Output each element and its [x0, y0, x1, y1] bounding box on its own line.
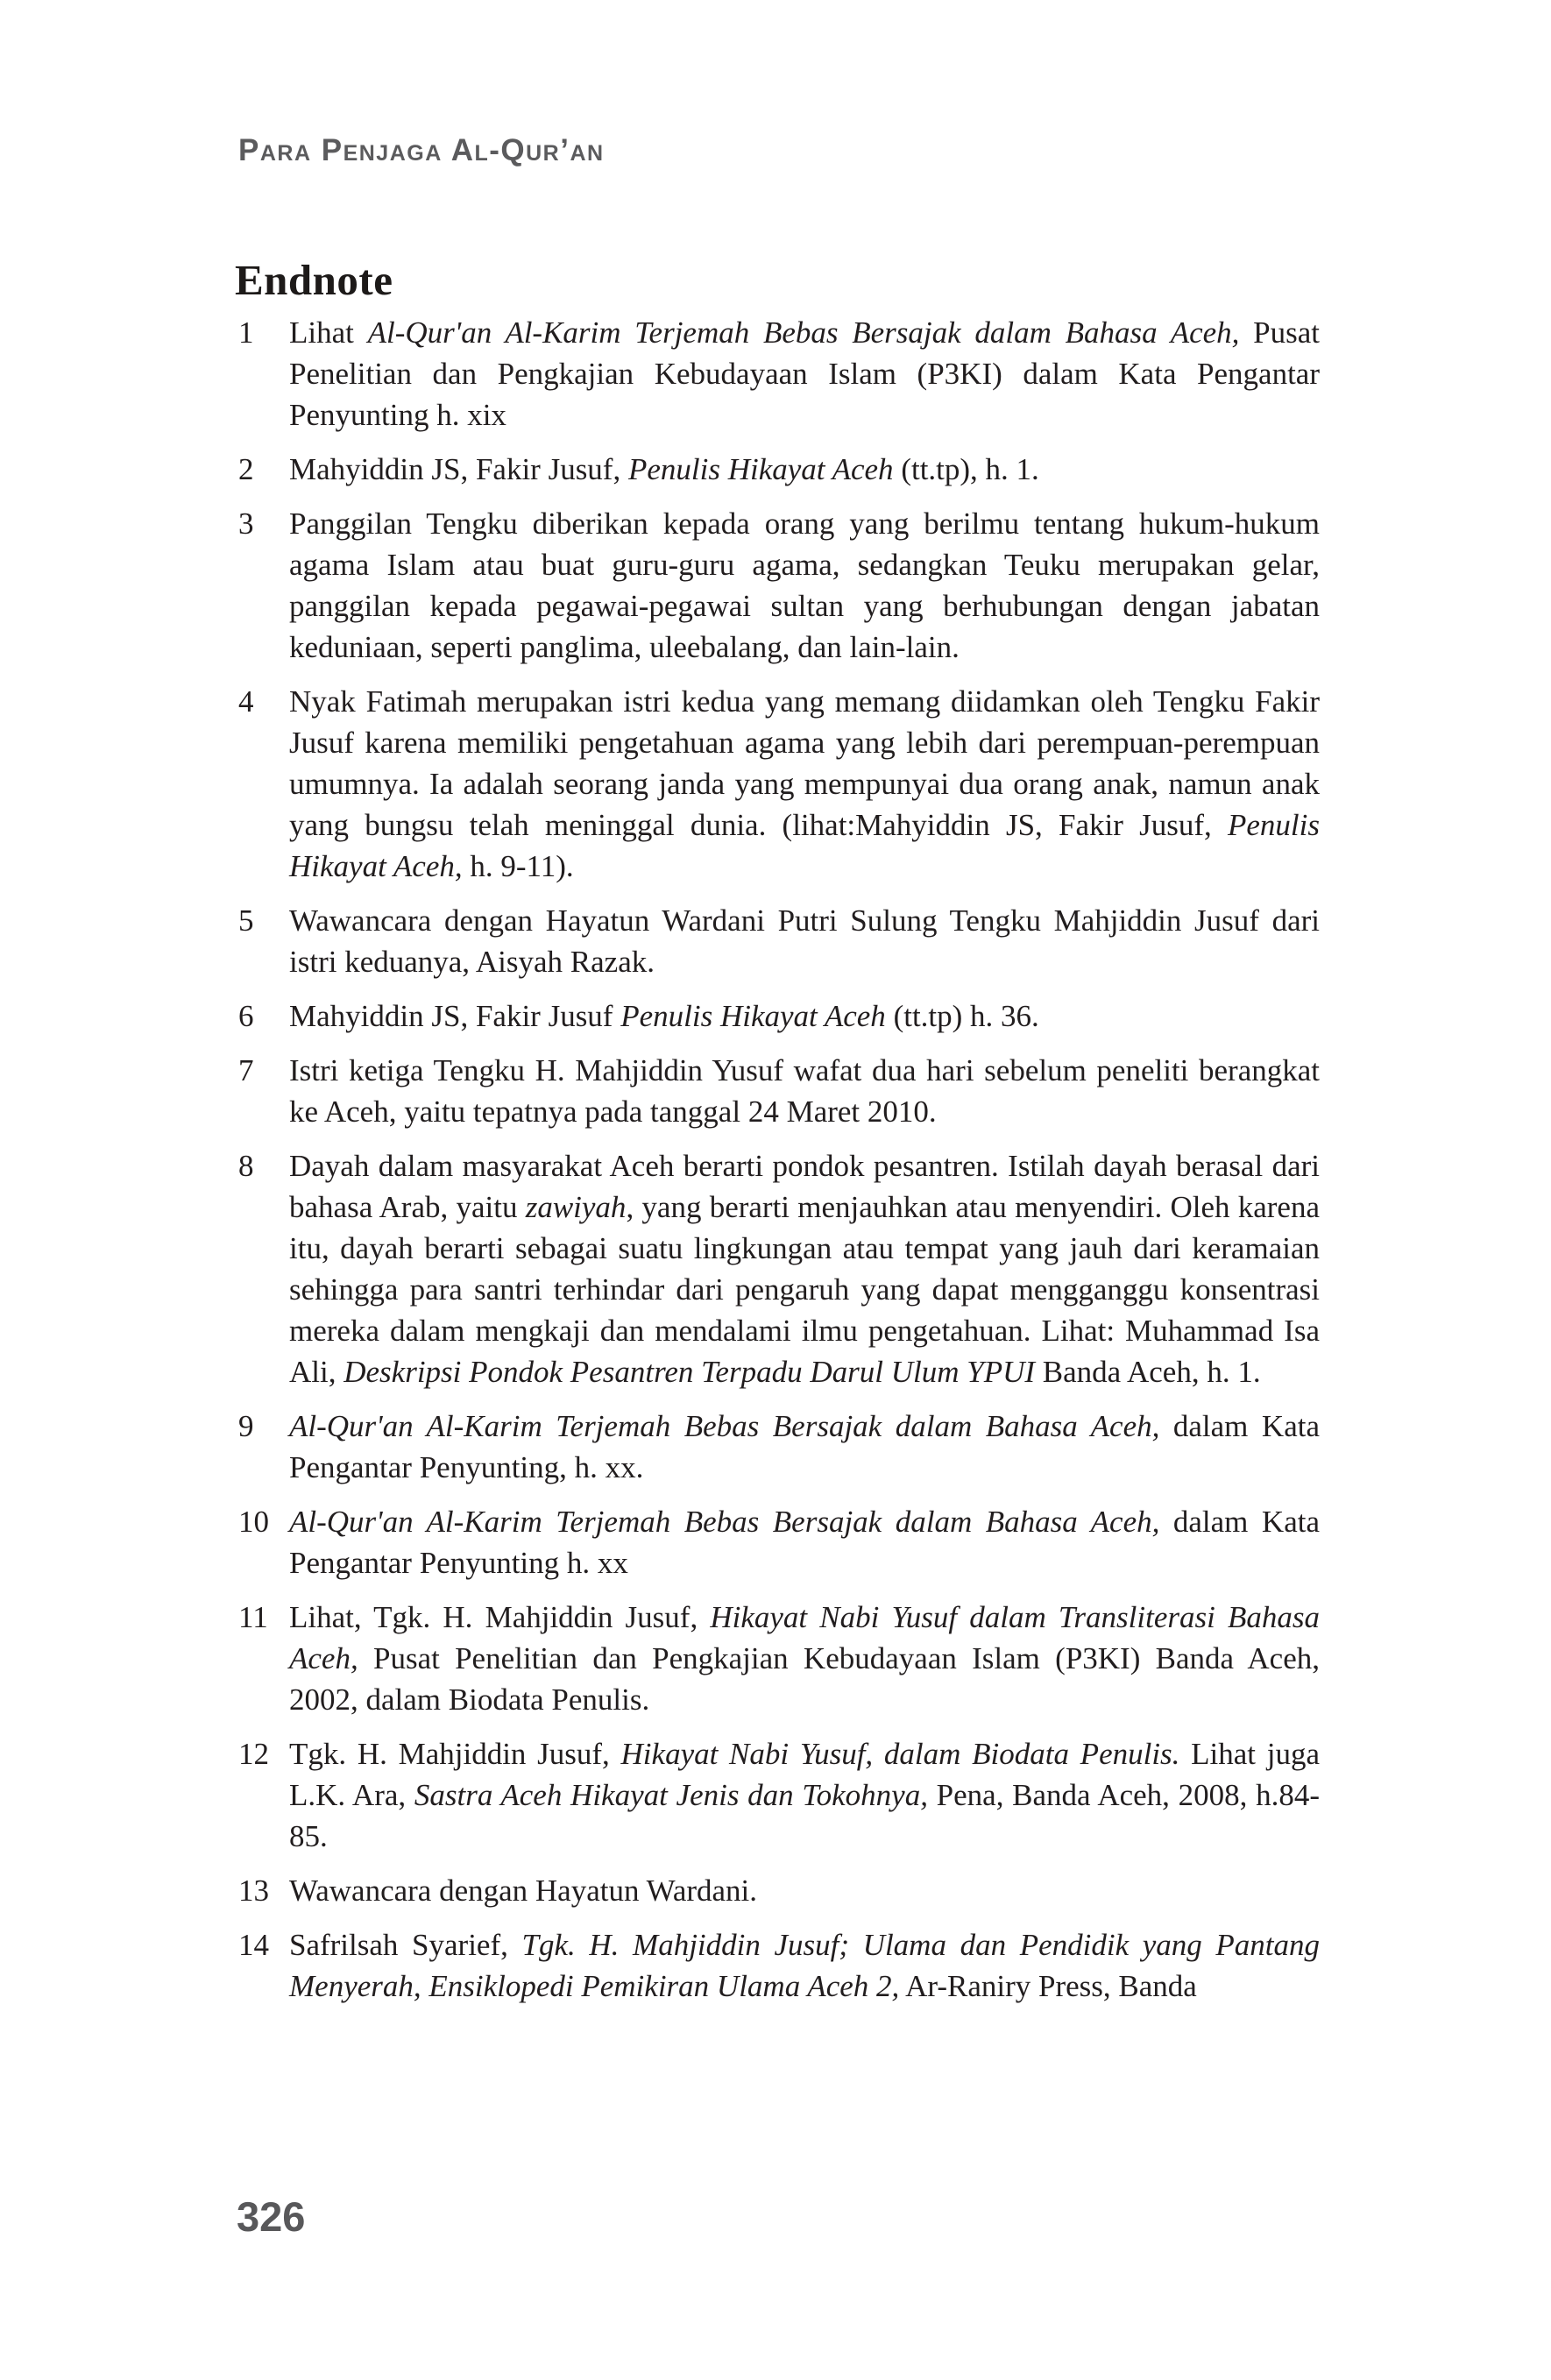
endnote-number: 7: [238, 1053, 254, 1087]
endnote-number: 2: [238, 452, 254, 486]
endnote-italic-segment: Penulis Hikayat Aceh,: [289, 808, 1320, 883]
endnote-text: [289, 312, 1320, 436]
endnote-italic-segment: zawiyah: [525, 1190, 627, 1224]
endnote-item: [238, 1145, 1320, 1392]
endnote-segment: h. 9-11).: [462, 849, 574, 883]
endnote-number: 5: [238, 903, 254, 938]
endnote-segment: Istri ketiga Tengku H. Mahjiddin Yusuf wafat dua hari sebelum peneliti berangkat ke Aceh, yaitu tepatnya pada tanggal 24 Maret 2010.: [289, 1053, 1320, 1129]
endnote-italic-segment: Deskripsi Pondok Pesantren Terpadu Darul Ulum YPUI: [343, 1355, 1035, 1389]
endnote-segment: Panggilan Tengku diberikan kepada orang yang berilmu tentang hukum-hukum agama Islam atau buat guru-guru agama, sedangkan Teuku merupakan gelar, panggilan kepada pegawai-pegawai sultan yang berhubungan dengan jabatan keduniaan, seperti panglima, uleebalang, dan lain-lain.: [289, 506, 1320, 664]
endnote-number: 13: [238, 1874, 269, 1908]
endnote-text: [289, 1924, 1320, 2007]
endnote-text: [289, 1145, 1320, 1392]
endnote-text: [289, 1406, 1320, 1488]
endnote-number: 14: [238, 1928, 269, 1962]
endnote-item: [238, 1733, 1320, 1857]
endnote-number: 11: [238, 1600, 268, 1634]
section-title: Endnote: [235, 255, 393, 304]
endnote-segment: Ar-Raniry Press, Banda: [899, 1969, 1197, 2003]
page-number: 326: [237, 2193, 306, 2240]
endnote-text: [289, 449, 1320, 490]
endnote-segment: Mahyiddin JS, Fakir Jusuf,: [289, 452, 628, 486]
endnote-text: [289, 900, 1320, 982]
endnote-segment: Banda Aceh, h. 1.: [1035, 1355, 1261, 1389]
endnote-number: 12: [238, 1737, 269, 1771]
endnote-italic-segment: Al-Qur'an Al-Karim Terjemah Bebas Bersajak dalam Bahasa Aceh,: [289, 1409, 1160, 1443]
endnote-segment: Wawancara dengan Hayatun Wardani.: [289, 1874, 758, 1908]
endnote-item: [238, 995, 1320, 1037]
endnote-number: 9: [238, 1409, 254, 1443]
endnote-item: [238, 900, 1320, 982]
endnote-text: [289, 1597, 1320, 1720]
endnote-segment: dalam Kata Pengantar Penyunting h. xx: [289, 1505, 1320, 1580]
endnote-segment: Tgk. H. Mahjiddin Jusuf,: [289, 1737, 621, 1771]
endnote-segment: (tt.tp), h. 1.: [893, 452, 1039, 486]
endnote-number: 1: [238, 315, 254, 350]
endnote-segment: Dayah dalam masyarakat Aceh berarti pondok pesantren. Istilah dayah berasal dari bahasa Arab, yaitu: [289, 1149, 1320, 1224]
endnote-list: [238, 312, 1320, 2020]
endnote-segment: (tt.tp) h. 36.: [885, 999, 1039, 1033]
endnote-item: [238, 1870, 1320, 1911]
endnote-italic-segment: Hikayat Nabi Yusuf dalam Transliterasi Bahasa Aceh,: [289, 1600, 1320, 1675]
endnote-italic-segment: Penulis Hikayat Aceh: [620, 999, 886, 1033]
endnote-text: [289, 995, 1320, 1037]
endnote-number: 4: [238, 684, 254, 719]
endnote-text: [289, 1870, 1320, 1911]
endnote-segment: Mahyiddin JS, Fakir Jusuf: [289, 999, 621, 1033]
endnote-italic-segment: Al-Qur'an Al-Karim Terjemah Bebas Bersajak dalam Bahasa Aceh,: [367, 315, 1240, 350]
endnote-segment: , yang berarti menjauhkan atau menyendiri. Oleh karena itu, dayah berarti sebagai suatu lingkungan atau tempat yang jauh dari keramaian sehingga para santri terhindar dari pengaruh yang dapat mengganggu konsentrasi mereka dalam mengkaji dan mendalami ilmu pengetahuan. Lihat: Muhammad Isa Ali,: [289, 1190, 1320, 1389]
endnote-item: [238, 1597, 1320, 1720]
running-header: Para Penjaga Al-Qur’an: [238, 133, 605, 167]
endnote-italic-segment: Al-Qur'an Al-Karim Terjemah Bebas Bersajak dalam Bahasa Aceh,: [289, 1505, 1160, 1539]
endnote-number: 8: [238, 1149, 254, 1183]
endnote-text: [289, 1050, 1320, 1132]
endnote-italic-segment: Hikayat Nabi Yusuf, dalam Biodata Penulis.: [620, 1737, 1180, 1771]
endnote-text: [289, 681, 1320, 887]
endnote-italic-segment: Sastra Aceh Hikayat Jenis dan Tokohnya,: [414, 1778, 928, 1812]
endnote-segment: Wawancara dengan Hayatun Wardani Putri Sulung Tengku Mahjiddin Jusuf dari istri keduanya, Aisyah Razak.: [289, 903, 1320, 979]
endnote-text: [289, 1733, 1320, 1857]
endnote-number: 3: [238, 506, 254, 541]
endnote-segment: Pusat Penelitian dan Pengkajian Kebudayaan Islam (P3KI) dalam Kata Pengantar Penyunting h. xix: [289, 315, 1320, 432]
endnote-segment: Safrilsah Syarief,: [289, 1928, 522, 1962]
endnote-segment: Lihat: [289, 315, 368, 350]
endnote-segment: Pusat Penelitian dan Pengkajian Kebudayaan Islam (P3KI) Banda Aceh, 2002, dalam Biodata Penulis.: [289, 1641, 1320, 1717]
endnote-item: [238, 1050, 1320, 1132]
endnote-segment: Nyak Fatimah merupakan istri kedua yang memang diidamkan oleh Tengku Fakir Jusuf karena memiliki pengetahuan agama yang lebih dari perempuan-perempuan umumnya. Ia adalah seorang janda yang mempunyai dua orang anak, namun anak yang bungsu telah meninggal dunia. (lihat:Mahyiddin JS, Fakir Jusuf,: [289, 684, 1320, 842]
endnote-number: 10: [238, 1505, 269, 1539]
endnote-item: [238, 503, 1320, 668]
endnote-italic-segment: Penulis Hikayat Aceh: [627, 452, 894, 486]
endnote-segment: dalam Kata Pengantar Penyunting, h. xx.: [289, 1409, 1320, 1484]
endnote-number: 6: [238, 999, 254, 1033]
endnote-item: [238, 681, 1320, 887]
endnote-italic-segment: Tgk. H. Mahjiddin Jusuf; Ulama dan Pendidik yang Pantang Menyerah, Ensiklopedi Pemikiran Ulama Aceh 2,: [289, 1928, 1320, 2003]
endnote-segment: Pena, Banda Aceh, 2008, h.84-85.: [289, 1778, 1320, 1853]
endnote-segment: Lihat, Tgk. H. Mahjiddin Jusuf,: [289, 1600, 711, 1634]
endnote-text: [289, 503, 1320, 668]
endnote-item: [238, 449, 1320, 490]
endnote-item: [238, 312, 1320, 436]
endnote-item: [238, 1406, 1320, 1488]
endnote-item: [238, 1501, 1320, 1583]
endnote-segment: Lihat juga L.K. Ara,: [289, 1737, 1320, 1812]
endnote-text: [289, 1501, 1320, 1583]
endnote-item: [238, 1924, 1320, 2007]
